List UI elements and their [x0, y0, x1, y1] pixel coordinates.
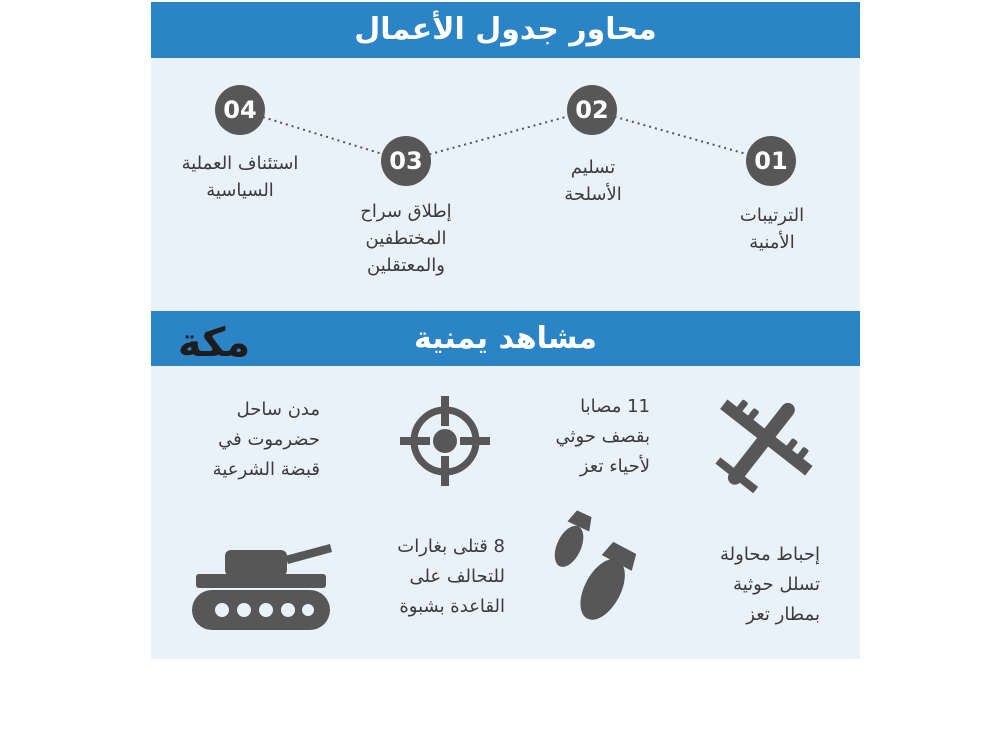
step-02-badge: 02: [567, 85, 617, 135]
scene-text-shabwa: 8 قتلى بغارات للتحالف على القاعدة بشبوة: [397, 536, 505, 617]
bombs-icon: [550, 505, 645, 630]
logo-text: مكة: [177, 320, 251, 366]
makkah-logo: [158, 312, 270, 366]
step-04-badge: 04: [215, 85, 265, 135]
scene-text-airport: إحباط محاولة تسلل حوثية بمطار تعز: [720, 544, 820, 625]
airplane-icon: [700, 392, 825, 495]
step-02-label: تسليم الأسلحة: [564, 157, 622, 205]
tank-icon: [190, 540, 335, 635]
step-01-label: الترتيبات الأمنية: [739, 205, 805, 253]
step-03-label: إطلاق سراح المختطفين والمعتقلين: [360, 201, 452, 276]
agenda-title: محاور جدول الأعمال: [151, 2, 860, 58]
scene-text-injured: 11 مصابا بقصف حوثي لأحياء تعز: [555, 396, 650, 477]
crosshair-icon: [398, 394, 492, 488]
step-03-badge: 03: [381, 136, 431, 186]
scenes-title: مشاهد يمنية: [151, 311, 860, 366]
step-01-badge: 01: [746, 136, 796, 186]
scene-text-hadramout: مدن ساحل حضرموت في قبضة الشرعية: [212, 399, 320, 480]
step-04-label: استئناف العملية السياسية: [181, 153, 299, 201]
